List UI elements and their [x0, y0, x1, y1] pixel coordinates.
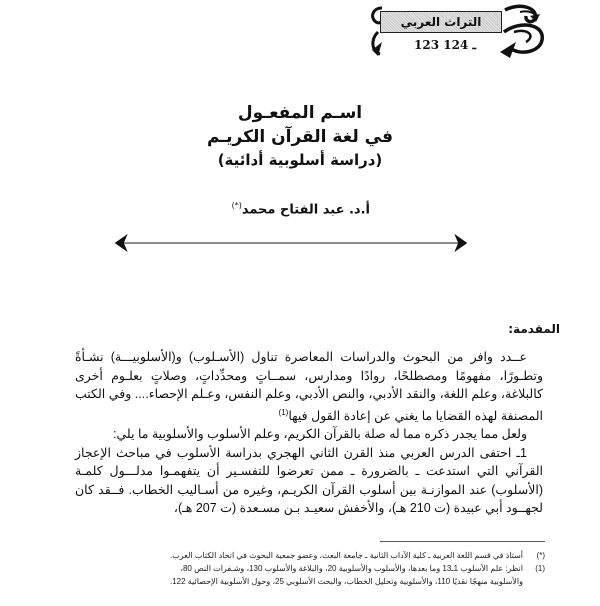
intro-heading: المقدمة:	[508, 322, 560, 336]
body-text	[75, 348, 543, 518]
article-title	[150, 102, 450, 171]
author-footnote-mark: (*)	[231, 201, 242, 210]
journal-header	[370, 2, 560, 60]
paragraph-1-footnote-mark: (1)	[278, 407, 289, 417]
paragraph-1: عــدد وافر من البحوث والدراسات المعاصرة تناول (الأسـلوب) و(الأسلوبيـــة) نشـأةً وتطـورًا، مفهومًا ومصطلحًا، روادًا ومدارس، سمــاتٍ ومحدِّداتٍ، وصلاتٍ بعلـوم أخرى كالبلاغة، وعلم اللغة، والنقد الأدبي، والنص الأدبي، وعلم النفس، وعـلم الإحصاء.... وفي الكتب المصنفة لهذه القضايا ما يغني عن إعادة القول فيها$^{(1)}$	[75, 350, 543, 423]
title-line-2: في لغة القرآن الكريـم	[207, 127, 393, 147]
title-line-3: (دراسة أسلوبية أدائية)	[217, 151, 383, 169]
journal-name-box	[380, 11, 502, 33]
footnote-separator	[380, 541, 545, 542]
footnote-text: أستاذ في قسم اللغة العربية ـ كلية الآداب الثانية ـ جامعة البعث، وعضو جمعية البحوث في اتحاد الكتاب العرب.	[169, 551, 523, 560]
footnote-mark: (*)	[536, 551, 545, 560]
title-line-1: اسـم المفعـول	[237, 103, 363, 123]
footnote-continuation: والأسلوبية منهجًا نقديًا 110، والأسلوبية وتحليل الخطاب، والبحث الأسلوبي 25، وحول الأسلوبية الإحصائية 122.	[169, 577, 523, 586]
paragraph-3: 1ـ احتفى الدرس العربي منذ القرن الثاني الهجري بدراسة الأسلوب في مباحث الإعجاز القرآني التي استدعت ـ بالضرورة ـ ممن تعرضوا للتفسـير أن يتفهمـوا مدلـــول كلمـة (الأسلوب) عند الموازنـة بين أسلوب القرآن الكريـم، وغيره من أسـاليب الخطاب. فــقد كان لجهــود أبي عبيدة (ت 210 هـ)، والأخفش سعيـد بـن مسـعدة (ت 207 هـ)،	[75, 445, 543, 516]
author-name: أ.د. عبد الفتاح محمد	[241, 202, 370, 218]
page-range: 123 ـ 124	[414, 38, 476, 52]
footnote-text: انظر: علم الأسلوب 1ـ13 وما بعدها، والأسلوب والأسلوبية 20، والبلاغة والأسلوب 130، وشـفرات النص 80،	[180, 564, 523, 573]
author-line	[140, 201, 370, 217]
footnotes	[95, 549, 545, 588]
paragraph-2: ولعل مما يجدر ذكره مما له صلة بالقرآن الكريم، وعلم الأسلوب والأسلوبية ما يلي:	[113, 427, 527, 442]
footnote-item	[95, 549, 545, 562]
journal-name: التراث العربي	[400, 15, 482, 29]
footnote-mark: (1)	[535, 564, 545, 573]
footnote-item	[95, 562, 545, 575]
double-arrow-divider	[113, 233, 469, 253]
